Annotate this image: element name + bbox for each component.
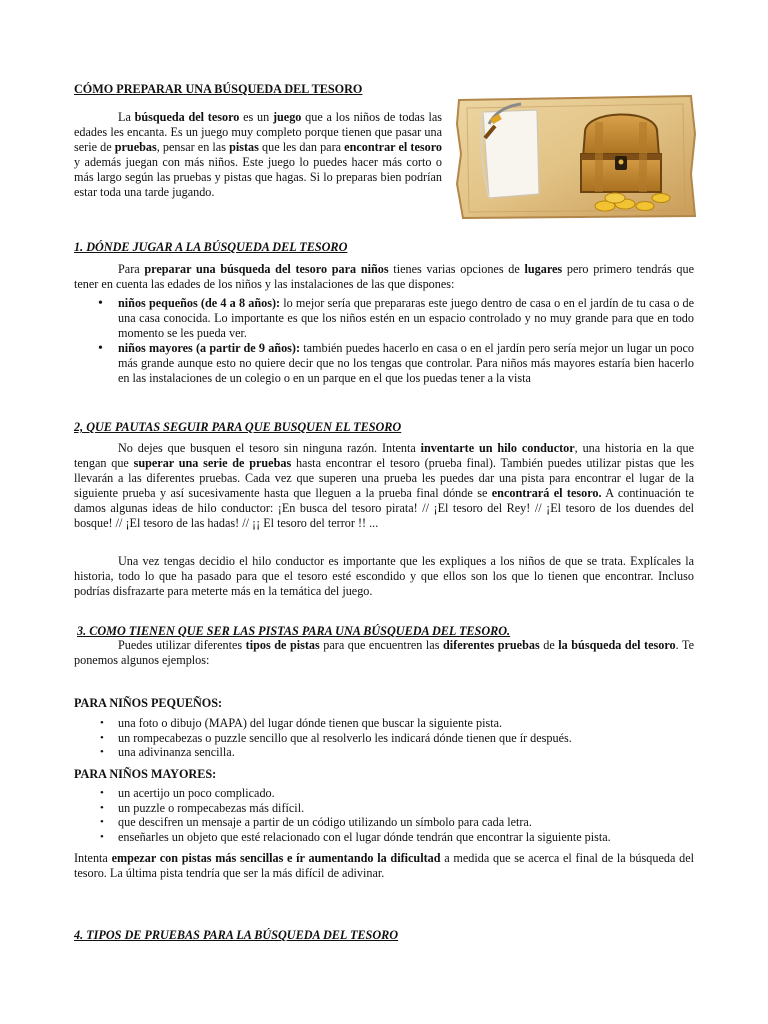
list-item: • una adivinanza sencilla. — [100, 745, 235, 760]
big-kids-heading: PARA NIÑOS MAYORES: — [74, 767, 217, 781]
list-item: • niños pequeños (de 4 a 8 años): lo mejor sería que prepararas este juego dentro de casa o en el jardín de tu casa o de una casa conocida. Lo importante es que los niños estén en un espacio controlado y no muy grande para que en todo momento se les pueda ver. — [98, 296, 694, 340]
list-item: • que descifren un mensaje a partir de un código utilizando un símbolo para cada letra. — [100, 815, 532, 830]
section-2-heading: 2, QUE PAUTAS SEGUIR PARA QUE BUSQUEN EL TESORO — [74, 420, 402, 434]
small-kids-heading: PARA NIÑOS PEQUEÑOS: — [74, 696, 223, 710]
list-item: • una foto o dibujo (MAPA) del lugar dónde tienen que buscar la siguiente pista. — [100, 716, 503, 730]
list-item: • un puzzle o rompecabezas más difícil. — [100, 800, 305, 815]
section-2-paragraph: No dejes que busquen el tesoro sin ninguna razón. Intenta inventarte un hilo conductor, una historia en la que tengan que superar una serie de pruebas hasta encontrar el tesoro (prueba final). También puedes utilizar pistas que les llevarán a las diferentes pruebas. Cada vez que superen una prueba les puedes dar una pista para encontrar el lugar de la siguiente prueba y así sucesivamente hasta que lleguen a la prueba final dónde se encontrará el tesoro. A continuación te damos algunas ideas de hilo conductor: ¡En busca del tesoro pirata! // ¡El tesoro del Rey! // ¡El tesoro de los duendes del bosque! // ¡El tesoro de las hadas! // ¡¡ El tesoro del terror !! ... — [74, 441, 694, 530]
list-item: • enseñarles un objeto que esté relacionado con el lugar dónde tendrán que encontrar la siguiente pista. — [100, 829, 611, 844]
small-kids-list — [74, 716, 694, 760]
section-1-heading: 1. DÓNDE JUGAR A LA BÚSQUEDA DEL TESORO — [74, 240, 348, 254]
treasure-chest-icon — [581, 114, 661, 192]
section-3-closing-paragraph: Intenta empezar con pistas más sencillas e ír aumentando la dificultad a medida que se acerca el final de la búsqueda del tesoro. La última pista tendría que ser la más difícil de adivinar. — [74, 851, 694, 880]
section-1-paragraph: Para preparar una búsqueda del tesoro para niños tienes varias opciones de lugares pero primero tendrás que tener en cuenta las edades de los niños y las instalaciones de las que dispones: — [74, 262, 694, 291]
intro-paragraph: La búsqueda del tesoro es un juego que a los niños de todas las edades les encanta. Es un juego muy completo porque tienen que pasar una serie de pruebas, pensar en las pistas que les dan para encontrar el tesoro y además juegan con más niños. Este juego lo puedes hacer más corto o más largo según las pruebas y pistas que hagas. Si lo preparas bien podrían estar toda una tarde jugando. — [74, 110, 442, 199]
list-item: • niños mayores (a partir de 9 años): también puedes hacerlo en casa o en el jardín pero sería mejor un lugar un poco más grande aunque esto no quiere decir que no los tengas que controlar. Para niños más mayores estaría bien hacerlo en las instalaciones de un colegio o en un parque en el que los puedas tener a la vista — [98, 341, 694, 385]
list-item: • un rompecabezas o puzzle sencillo que al resolverlo les indicará dónde tienen que ír después. — [100, 730, 572, 745]
section-1-list — [74, 296, 694, 386]
list-item: • un acertijo un poco complicado. — [100, 786, 275, 800]
treasure-chest-map-icon — [455, 94, 697, 220]
section-3-paragraph: Puedes utilizar diferentes tipos de pistas para que encuentren las diferentes pruebas de la búsqueda del tesoro. Te ponemos algunos ejemplos: — [74, 638, 694, 667]
big-kids-list — [74, 786, 694, 844]
section-4-heading: 4. TIPOS DE PRUEBAS PARA LA BÚSQUEDA DEL TESORO — [74, 928, 399, 942]
section-3-heading: 3. COMO TIENEN QUE SER LAS PISTAS PARA UNA BÚSQUEDA DEL TESORO. — [77, 624, 511, 638]
document-title: CÓMO PREPARAR UNA BÚSQUEDA DEL TESORO — [74, 82, 363, 96]
section-2-paragraph-2: Una vez tengas decidio el hilo conductor es importante que les expliques a los niños de que se trata. Explícales la historia, todo lo que ha pasado para que el tesoro esté escondido y que ellos son los que lo tienen que encontrar. Incluso podrías disfrazarte para meterte más en la temática del juego. — [74, 554, 694, 598]
